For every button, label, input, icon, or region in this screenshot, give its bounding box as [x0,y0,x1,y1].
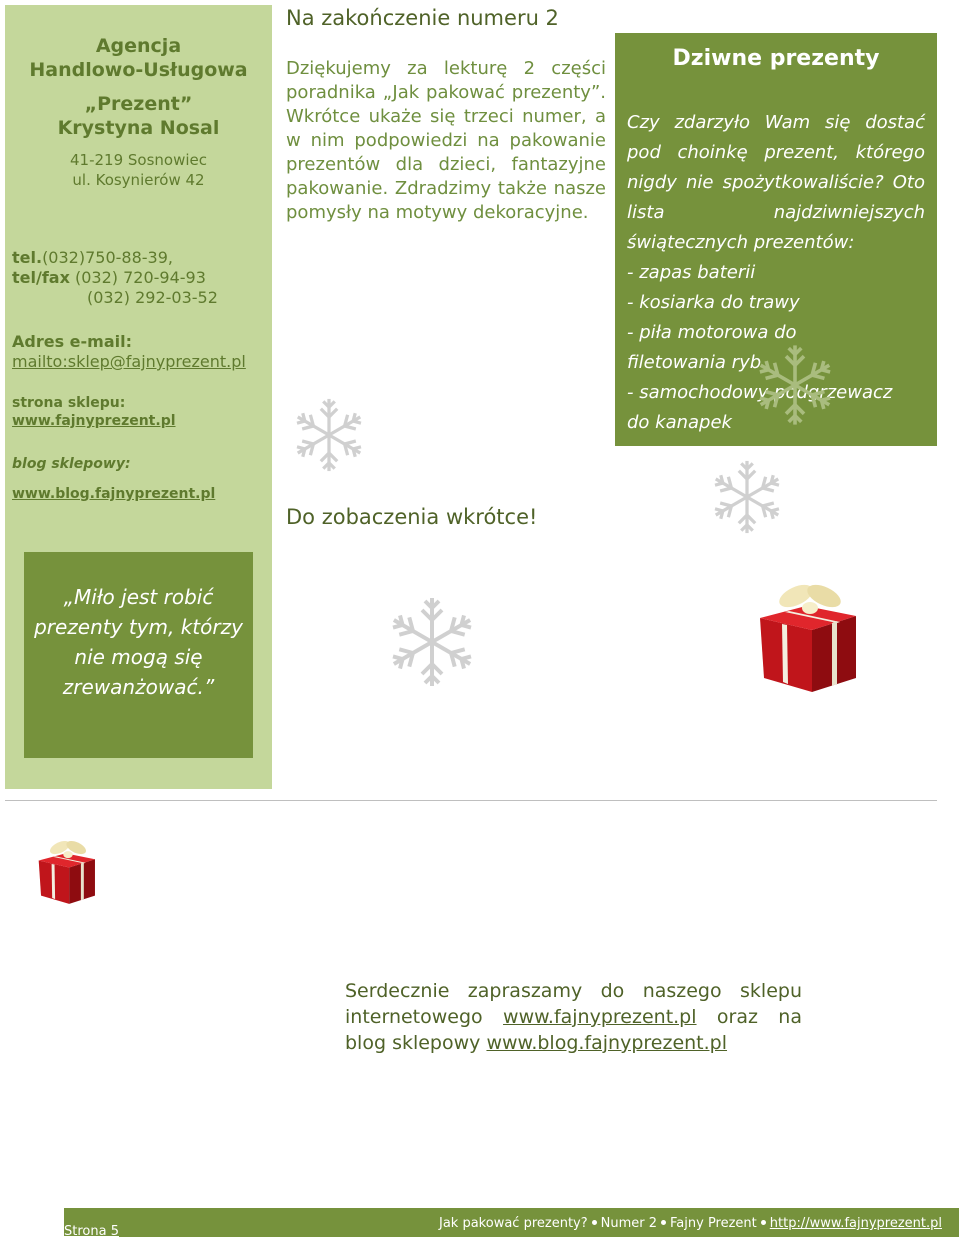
company-line-3: „Prezent” [84,93,193,115]
tel-value: (032)750-88-39, [42,248,173,267]
blog-link[interactable]: www.blog.fajnyprezent.pl [12,486,216,502]
invitation-text [345,978,802,1056]
closing-heading: Do zobaczenia wkrótce! [286,505,538,529]
company-line-1: Agencja [95,35,182,57]
shop-label: strona sklepu: [12,395,126,411]
address-line-1: 41-219 Sosnowiec [69,151,207,169]
bullet-icon [592,1220,597,1225]
fax-label: tel/fax [12,268,70,287]
email-label-text: Adres e-mail: [12,332,132,351]
list-item: - zapas baterii [627,262,756,283]
fax-value: (032) 720-94-93 [69,268,206,287]
list-item: - samochodowy podgrzewacz [627,382,893,403]
snowflake-icon [750,340,840,430]
footer-brand: Fajny Prezent [670,1216,757,1231]
list-item: - kosiarka do trawy [627,292,800,313]
fax-line [12,268,206,288]
invite-blog-link[interactable]: www.blog.fajnyprezent.pl [486,1032,728,1054]
list-item: - piła motorowa do [627,322,797,343]
section-body: Dziękujemy za lekturę 2 części poradnika „Jak pakować prezenty”. Wkrótce ukaże się trzeci numer, a w nim podpowiedzi na pakowanie prezentów dla dzieci, fantazyjne pakowanie. Zdradzimy także nasze pomysły na motywy dekoracyjne. [286,58,606,223]
footer-title: Jak pakować prezenty? [439,1216,588,1231]
footer-issue: Numer 2 [600,1216,658,1231]
list-item: do kanapek [627,412,732,433]
address-line-2: ul. Kosynierów 42 [72,171,205,189]
page-number: Strona 5 [64,1224,119,1239]
strange-gifts-intro: Czy zdarzyło Wam się dostać pod choinkę prezent, którego nigdy nie spożytkowaliście? Oto lista najdziwniejszych świątecznych prezentów: [627,112,925,253]
bullet-icon [761,1220,766,1225]
bullet-icon [661,1220,666,1225]
snowflake-icon [706,456,788,538]
list-item: filetowania ryb [627,352,762,373]
company-line-4: Krystyna Nosal [57,117,220,139]
gift-box-icon [34,832,102,910]
snowflake-icon [288,394,370,476]
divider [5,800,937,801]
invite-shop-link[interactable]: www.fajnyprezent.pl [503,1006,697,1028]
shop-link[interactable]: www.fajnyprezent.pl [12,413,176,429]
company-line-2: Handlowo-Usługowa [29,59,248,81]
email-label [12,332,132,352]
phone-line [12,248,173,268]
footer-info [439,1216,942,1231]
snowflake-icon [382,592,482,692]
invite-text-middle: oraz na blog sklepowy [345,1006,802,1054]
footer-url-link[interactable]: http://www.fajnyprezent.pl [769,1216,942,1231]
gift-box-icon [752,574,868,698]
invite-text-before: Serdecznie zapraszamy do naszego sklepu internetowego [345,980,802,1028]
blog-label: blog sklepowy: [12,456,131,472]
tel-label: tel. [12,248,43,267]
fax-value-2: (032) 292-03-52 [87,288,218,307]
quote-text: „Miło jest robić prezenty tym, którzy nie mogą się zrewanżować.” [34,585,243,699]
strange-gifts-title: Dziwne prezenty [672,46,880,71]
company-name [5,34,272,140]
company-address [5,150,272,190]
section-heading: Na zakończenie numeru 2 [286,6,559,30]
email-link[interactable]: mailto:sklep@fajnyprezent.pl [12,352,246,371]
